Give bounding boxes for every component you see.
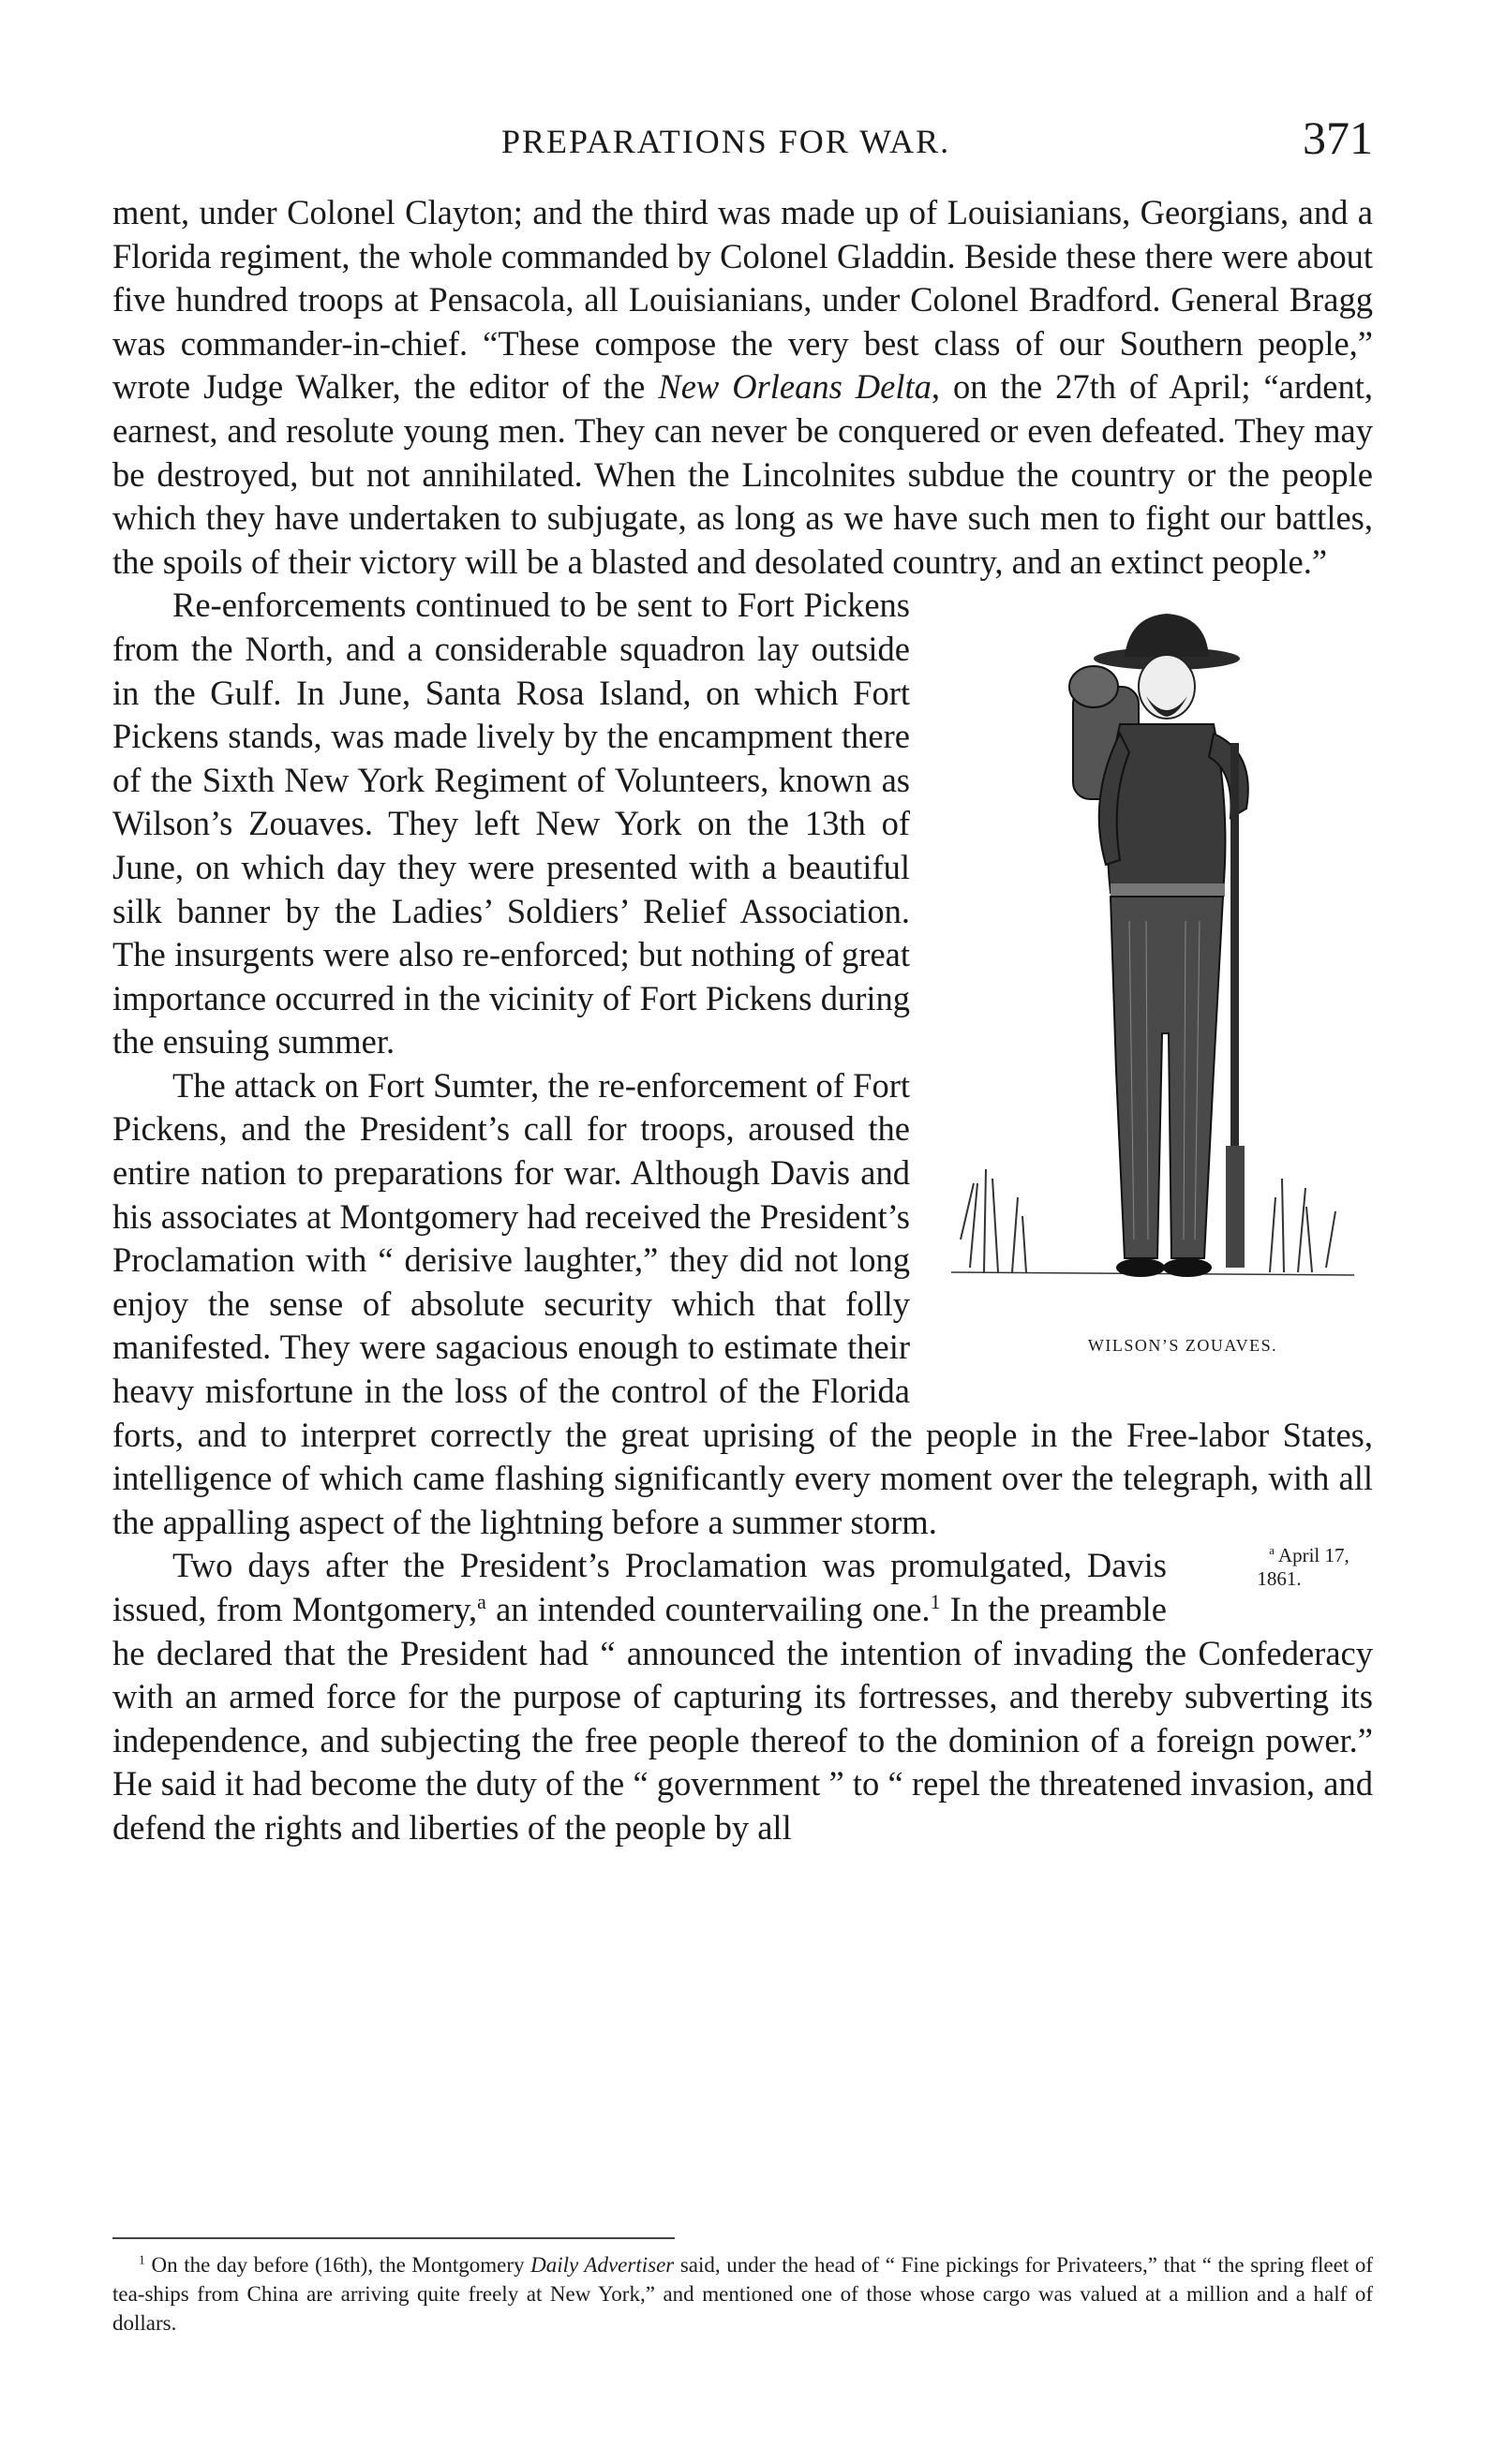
paragraph-1-text: ment, under Colonel Clayton; and the third was made up of Louisianians, Georgians, and a Florida regiment, the whole commanded by Colonel Gladdin. Beside these there were about five hundred troops at Pensacola, all Louisianians, under Colonel Bradford. General Bragg was commander-in-chief. “These compose the very best class of our Southern people,” wrote Judge Walker, the editor of the bbox=[112, 193, 1373, 407]
paragraph-1 bbox=[112, 191, 1373, 584]
footnote-text-b: said, under the head of “ Fine pickings for Privateers,” that “ the spring fleet of tea-ships from China are arriving quite freely at New York,” and mentioned one of those whose cargo was valued at a million and a half of dollars. bbox=[112, 2253, 1373, 2335]
footnote-paragraph bbox=[112, 2250, 1373, 2338]
paragraph-4 bbox=[112, 1544, 1373, 1849]
margin-note-line2: 1861. bbox=[1257, 1567, 1302, 1591]
paragraph-3: The attack on Fort Sumter, the re-enforcement of Fort Pickens, and the President’s call for troops, aroused the entire nation to preparations for war. Although Davis and his associates at Montgomery had received the President’s Proclamation with “ derisive laughter,” they did not long enjoy the sense of absolute security which that folly manifested. They were sagacious enough to estimate their heavy misfortune in the loss of the control of the Florida forts, and to interpret correctly the great uprising of the people in the Free-labor States, intelligence of which came flashing significantly every moment over the telegraph, with all the appalling aspect of the lightning before a summer storm. bbox=[112, 1065, 1373, 1541]
footnote-marker: 1 bbox=[139, 2252, 145, 2267]
margin-note-line1: April 17, bbox=[1277, 1544, 1349, 1567]
paragraph-4-text-b: an intended countervailing one. bbox=[485, 1590, 931, 1628]
margin-reference-a: a bbox=[477, 1589, 486, 1613]
footnote-divider bbox=[112, 2237, 675, 2239]
zouave-figure-drawing bbox=[932, 584, 1373, 1314]
paragraph-2-text: Re-enforcements continued to be sent to Fort Pickens from the North, and a considerable squadron lay outside in the Gulf. In June, Santa Rosa Island, on which Fort Pickens stands, was made lively by the encampment there of the Sixth New York Regiment of Volunteers, known as Wilson’s Zouaves. They left New York on the 13th of June, on which day they were presented with a beautiful silk banner by the Ladies’ Soldiers’ Relief Association. The insurgents were also re-enforced; but nothing of great importance occurred in the vicinity of Fort Pickens during the ensuing summer. bbox=[112, 586, 910, 1061]
running-title: PREPARATIONS FOR WAR. bbox=[501, 123, 951, 160]
newspaper-title: New Orleans Delta bbox=[658, 367, 932, 407]
footnote-reference-1: 1 bbox=[930, 1589, 941, 1613]
paragraph-4-text-c: In the preamble he declared that the President had “ announced the intention of invading the Confederacy with an armed force for the purpose of capturing its fortresses, and thereby subverting its independence, and subjecting the free people thereof to the dominion of a foreign power.” He said it had become the duty of the “ government ” to “ repel the threatened invasion, and defend the rights and liberties of the people by all bbox=[112, 1590, 1373, 1847]
paragraph-1-text-rest: , on the 27th of April; “ardent, earnest, and resolute young men. They can never be conquered or even defeated. They may be destroyed, but not annihilated. When the Lincolnites subdue the country or the people which they have undertaken to subjugate, as long as we have such men to fight our battles, the spoils of their victory will be a blasted and desolated country, and an extinct people.” bbox=[112, 367, 1374, 581]
figure-caption: WILSON’S ZOUAVES. bbox=[1087, 1336, 1278, 1356]
footnote bbox=[112, 2250, 1373, 2338]
margin-date-note bbox=[1185, 1544, 1373, 1591]
page-number: 371 bbox=[1303, 111, 1373, 164]
footnote-text-a: On the day before (16th), the Montgomery bbox=[144, 2253, 531, 2277]
margin-note-marker: a bbox=[1269, 1544, 1275, 1558]
body-text bbox=[112, 191, 1373, 1850]
zouave-illustration bbox=[932, 584, 1373, 1371]
footnote-newspaper-title: Daily Advertiser bbox=[530, 2253, 675, 2277]
running-head bbox=[112, 111, 1373, 167]
paragraph-4-text-a: Two days after the President’s Proclamation was promulgated, Davis issued, from Montgomery, bbox=[112, 1546, 1167, 1628]
